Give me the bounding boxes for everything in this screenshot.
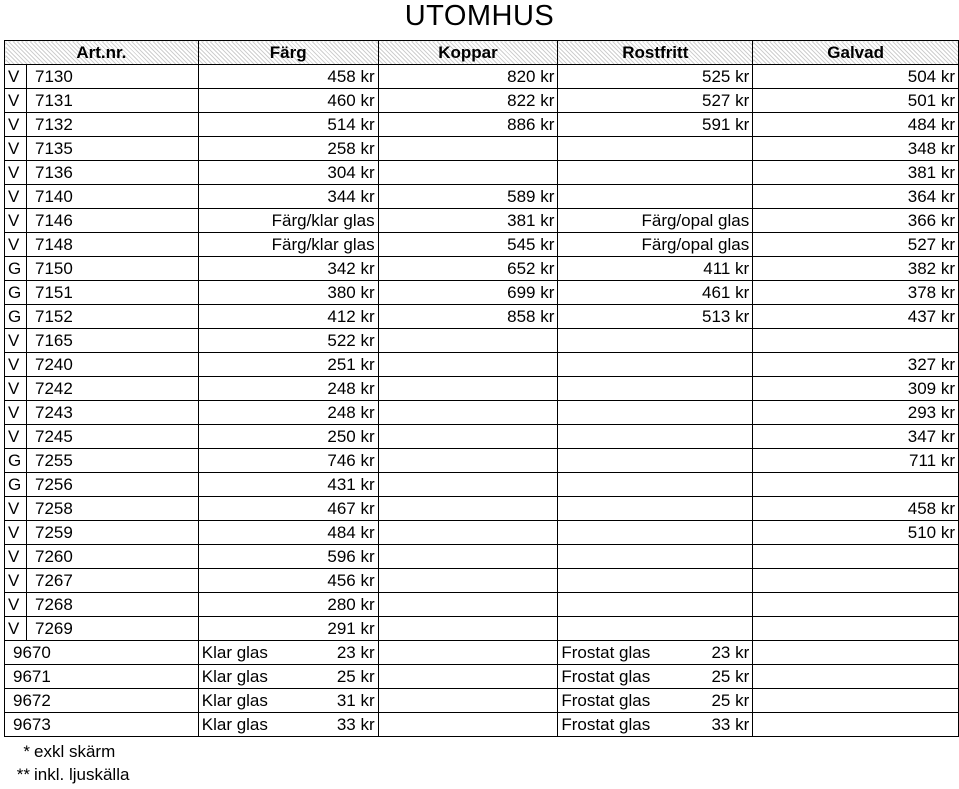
price-rostfritt	[558, 353, 753, 377]
art-prefix: V	[5, 185, 27, 209]
price-galvad	[753, 593, 959, 617]
price-galvad: 501 kr	[753, 89, 959, 113]
table-row	[5, 305, 959, 329]
accessory-row	[5, 713, 959, 737]
header-farg: Färg	[198, 41, 378, 65]
art-prefix: V	[5, 425, 27, 449]
accessory-option-b	[558, 665, 753, 689]
price-koppar: 820 kr	[378, 65, 558, 89]
empty-cell	[753, 665, 959, 689]
empty-cell	[378, 713, 558, 737]
table-row	[5, 497, 959, 521]
table-row	[5, 233, 959, 257]
table-row	[5, 425, 959, 449]
price-rostfritt: Färg/opal glas	[558, 233, 753, 257]
price-koppar	[378, 137, 558, 161]
art-number: 7269	[26, 617, 198, 641]
price-rostfritt	[558, 521, 753, 545]
price-farg: 458 kr	[198, 65, 378, 89]
option-a-price: 31 kr	[336, 691, 375, 710]
art-number: 7260	[26, 545, 198, 569]
empty-cell	[753, 641, 959, 665]
option-b-price: 25 kr	[711, 691, 750, 710]
footnote	[4, 763, 129, 786]
price-farg: 250 kr	[198, 425, 378, 449]
footnote-symbol: **	[16, 765, 30, 784]
price-koppar: 699 kr	[378, 281, 558, 305]
accessory-option-b	[558, 689, 753, 713]
price-koppar	[378, 449, 558, 473]
table-row	[5, 89, 959, 113]
price-farg: 522 kr	[198, 329, 378, 353]
art-number: 7245	[26, 425, 198, 449]
price-galvad	[753, 545, 959, 569]
price-farg: 746 kr	[198, 449, 378, 473]
art-prefix: G	[5, 257, 27, 281]
price-rostfritt	[558, 329, 753, 353]
art-number: 7242	[26, 377, 198, 401]
price-koppar	[378, 161, 558, 185]
option-b-label: Frostat glas	[561, 691, 651, 710]
art-prefix: V	[5, 593, 27, 617]
option-a-price: 23 kr	[336, 643, 375, 662]
table-row	[5, 593, 959, 617]
option-b-label: Frostat glas	[561, 643, 651, 662]
price-galvad: 484 kr	[753, 113, 959, 137]
accessory-number: 9672	[5, 689, 199, 713]
art-prefix: V	[5, 65, 27, 89]
art-prefix: V	[5, 137, 27, 161]
header-row	[5, 41, 959, 65]
art-prefix: V	[5, 377, 27, 401]
price-koppar	[378, 329, 558, 353]
art-prefix: G	[5, 449, 27, 473]
table-row	[5, 545, 959, 569]
table-row	[5, 281, 959, 305]
table-row	[5, 137, 959, 161]
option-b-price: 33 kr	[711, 715, 750, 734]
price-koppar	[378, 353, 558, 377]
option-a-price: 25 kr	[336, 667, 375, 686]
option-b-label: Frostat glas	[561, 667, 651, 686]
page-title: UTOMHUS	[404, 0, 555, 32]
price-farg: 460 kr	[198, 89, 378, 113]
price-farg: 412 kr	[198, 305, 378, 329]
art-prefix: V	[5, 521, 27, 545]
table-row	[5, 449, 959, 473]
accessory-option-a	[198, 641, 378, 665]
table-row	[5, 521, 959, 545]
price-rostfritt	[558, 401, 753, 425]
price-koppar: 886 kr	[378, 113, 558, 137]
accessory-number: 9671	[5, 665, 199, 689]
price-farg: 456 kr	[198, 569, 378, 593]
price-galvad: 382 kr	[753, 257, 959, 281]
table-row	[5, 257, 959, 281]
art-prefix: V	[5, 569, 27, 593]
price-galvad	[753, 473, 959, 497]
price-rostfritt: 527 kr	[558, 89, 753, 113]
option-b-price: 25 kr	[711, 667, 750, 686]
price-koppar	[378, 401, 558, 425]
table-row	[5, 185, 959, 209]
header-rostfritt: Rostfritt	[558, 41, 753, 65]
price-farg: 514 kr	[198, 113, 378, 137]
art-number: 7243	[26, 401, 198, 425]
art-number: 7140	[26, 185, 198, 209]
option-a-label: Klar glas	[201, 667, 268, 686]
price-farg: Färg/klar glas	[198, 233, 378, 257]
footnote-text: inkl. ljuskälla	[34, 765, 130, 784]
art-number: 7152	[26, 305, 198, 329]
price-farg: 248 kr	[198, 377, 378, 401]
price-galvad: 309 kr	[753, 377, 959, 401]
art-number: 7259	[26, 521, 198, 545]
price-koppar	[378, 377, 558, 401]
price-koppar: 858 kr	[378, 305, 558, 329]
price-rostfritt: Färg/opal glas	[558, 209, 753, 233]
price-koppar	[378, 617, 558, 641]
art-prefix: V	[5, 89, 27, 113]
empty-cell	[378, 689, 558, 713]
price-koppar	[378, 569, 558, 593]
art-number: 7255	[26, 449, 198, 473]
price-koppar: 589 kr	[378, 185, 558, 209]
accessory-option-a	[198, 689, 378, 713]
header-galvad: Galvad	[753, 41, 959, 65]
price-rostfritt	[558, 569, 753, 593]
art-number: 7258	[26, 497, 198, 521]
art-prefix: V	[5, 497, 27, 521]
price-rostfritt	[558, 425, 753, 449]
price-koppar	[378, 425, 558, 449]
price-koppar: 822 kr	[378, 89, 558, 113]
art-prefix: V	[5, 401, 27, 425]
art-prefix: V	[5, 353, 27, 377]
empty-cell	[753, 713, 959, 737]
art-prefix: G	[5, 281, 27, 305]
price-galvad: 364 kr	[753, 185, 959, 209]
option-a-label: Klar glas	[201, 691, 268, 710]
art-prefix: V	[5, 545, 27, 569]
price-farg: 304 kr	[198, 161, 378, 185]
accessory-row	[5, 641, 959, 665]
price-farg: 280 kr	[198, 593, 378, 617]
price-galvad: 527 kr	[753, 233, 959, 257]
art-number: 7165	[26, 329, 198, 353]
price-farg: 342 kr	[198, 257, 378, 281]
accessory-number: 9670	[5, 641, 199, 665]
art-number: 7256	[26, 473, 198, 497]
option-a-label: Klar glas	[201, 715, 268, 734]
table-row	[5, 113, 959, 137]
price-koppar: 381 kr	[378, 209, 558, 233]
footnote	[4, 740, 129, 763]
price-koppar	[378, 593, 558, 617]
art-prefix: V	[5, 113, 27, 137]
option-b-price: 23 kr	[711, 643, 750, 662]
art-number: 7240	[26, 353, 198, 377]
price-rostfritt	[558, 545, 753, 569]
price-rostfritt	[558, 185, 753, 209]
price-koppar	[378, 497, 558, 521]
price-farg: 484 kr	[198, 521, 378, 545]
price-farg: 248 kr	[198, 401, 378, 425]
price-rostfritt	[558, 497, 753, 521]
price-galvad: 437 kr	[753, 305, 959, 329]
price-koppar	[378, 473, 558, 497]
table-row	[5, 617, 959, 641]
price-galvad: 504 kr	[753, 65, 959, 89]
price-farg: 380 kr	[198, 281, 378, 305]
price-farg: 596 kr	[198, 545, 378, 569]
empty-cell	[378, 641, 558, 665]
price-galvad: 458 kr	[753, 497, 959, 521]
accessory-option-b	[558, 713, 753, 737]
price-rostfritt	[558, 473, 753, 497]
header-koppar: Koppar	[378, 41, 558, 65]
empty-cell	[378, 665, 558, 689]
price-galvad: 711 kr	[753, 449, 959, 473]
price-galvad: 327 kr	[753, 353, 959, 377]
price-rostfritt: 591 kr	[558, 113, 753, 137]
price-galvad	[753, 617, 959, 641]
price-rostfritt	[558, 449, 753, 473]
price-farg: 431 kr	[198, 473, 378, 497]
accessory-option-a	[198, 665, 378, 689]
art-number: 7146	[26, 209, 198, 233]
art-prefix: G	[5, 305, 27, 329]
price-koppar	[378, 521, 558, 545]
art-prefix: V	[5, 161, 27, 185]
price-farg: Färg/klar glas	[198, 209, 378, 233]
art-prefix: V	[5, 617, 27, 641]
art-prefix: G	[5, 473, 27, 497]
price-table	[4, 40, 959, 737]
art-number: 7132	[26, 113, 198, 137]
table-row	[5, 329, 959, 353]
price-galvad	[753, 569, 959, 593]
art-number: 7131	[26, 89, 198, 113]
price-farg: 344 kr	[198, 185, 378, 209]
price-rostfritt	[558, 137, 753, 161]
price-koppar: 545 kr	[378, 233, 558, 257]
table-row	[5, 569, 959, 593]
art-number: 7267	[26, 569, 198, 593]
price-koppar	[378, 545, 558, 569]
accessory-row	[5, 689, 959, 713]
accessory-row	[5, 665, 959, 689]
price-farg: 467 kr	[198, 497, 378, 521]
header-art-nr: Art.nr.	[5, 41, 199, 65]
art-prefix: V	[5, 233, 27, 257]
accessory-option-b	[558, 641, 753, 665]
table-row	[5, 65, 959, 89]
footnote-text: exkl skärm	[34, 742, 116, 761]
price-koppar: 652 kr	[378, 257, 558, 281]
art-number: 7268	[26, 593, 198, 617]
price-galvad: 381 kr	[753, 161, 959, 185]
price-galvad: 293 kr	[753, 401, 959, 425]
empty-cell	[753, 689, 959, 713]
price-farg: 251 kr	[198, 353, 378, 377]
price-rostfritt: 411 kr	[558, 257, 753, 281]
option-a-label: Klar glas	[201, 643, 268, 662]
footnotes	[4, 740, 129, 786]
table-row	[5, 377, 959, 401]
art-prefix: V	[5, 209, 27, 233]
price-rostfritt	[558, 617, 753, 641]
art-number: 7150	[26, 257, 198, 281]
price-rostfritt	[558, 593, 753, 617]
table-row	[5, 473, 959, 497]
table-row	[5, 161, 959, 185]
option-a-price: 33 kr	[336, 715, 375, 734]
price-rostfritt: 461 kr	[558, 281, 753, 305]
price-galvad: 510 kr	[753, 521, 959, 545]
price-rostfritt: 525 kr	[558, 65, 753, 89]
art-number: 7151	[26, 281, 198, 305]
price-farg: 258 kr	[198, 137, 378, 161]
accessory-number: 9673	[5, 713, 199, 737]
price-galvad: 366 kr	[753, 209, 959, 233]
price-galvad: 378 kr	[753, 281, 959, 305]
price-galvad: 347 kr	[753, 425, 959, 449]
price-rostfritt	[558, 377, 753, 401]
art-number: 7135	[26, 137, 198, 161]
footnote-symbol: *	[23, 742, 30, 761]
table-row	[5, 353, 959, 377]
price-farg: 291 kr	[198, 617, 378, 641]
art-number: 7136	[26, 161, 198, 185]
art-number: 7148	[26, 233, 198, 257]
art-prefix: V	[5, 329, 27, 353]
table-row	[5, 401, 959, 425]
accessory-option-a	[198, 713, 378, 737]
price-galvad	[753, 329, 959, 353]
option-b-label: Frostat glas	[561, 715, 651, 734]
table-row	[5, 209, 959, 233]
price-rostfritt	[558, 161, 753, 185]
art-number: 7130	[26, 65, 198, 89]
price-rostfritt: 513 kr	[558, 305, 753, 329]
price-galvad: 348 kr	[753, 137, 959, 161]
